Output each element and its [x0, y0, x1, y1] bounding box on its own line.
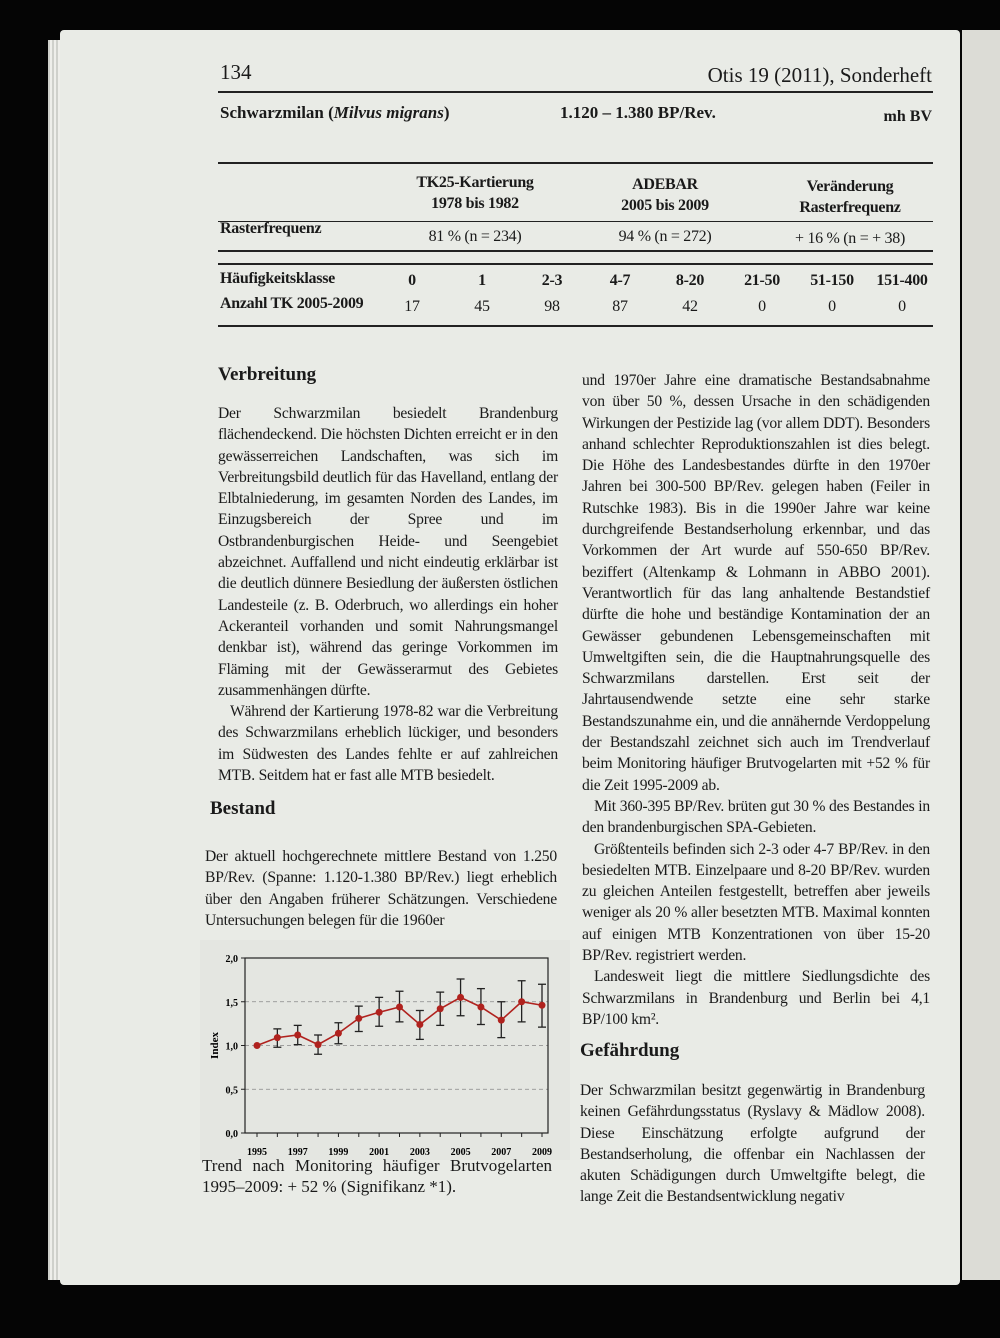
class-count: 0 [898, 298, 906, 315]
class-header: 51-150 [810, 272, 854, 289]
left-column-text-2: Der aktuell hochgerechnete mittlere Bestand von 1.250 BP/Rev. (Spanne: 1.120-1.380 BP/Rev.) liegt erheblich über den Angaben früherer Schätzungen. Verschiedene Untersuchungen belegen für die 1960er [205, 848, 557, 929]
class-count: 42 [682, 298, 698, 315]
x-tick-label: 2009 [532, 1147, 552, 1158]
heading-gefaehrdung: Gefährdung [580, 1040, 680, 1061]
status-code: mh BV [883, 108, 932, 125]
cell-adebar: 94 % (n = 272) [618, 228, 712, 245]
data-point [518, 998, 525, 1005]
species-title: Schwarzmilan (Milvus migrans) [220, 103, 450, 122]
data-point [477, 1004, 484, 1011]
trend-chart [200, 940, 570, 1160]
class-count: 98 [544, 298, 560, 315]
y-tick-label: 2,0 [225, 954, 238, 965]
y-tick-label: 1,0 [225, 1041, 238, 1053]
y-tick-label: 1,5 [225, 997, 238, 1009]
table-header-adebar: ADEBAR 2005 bis 2009 [621, 176, 709, 214]
class-count: 17 [404, 298, 420, 315]
data-point [457, 994, 464, 1001]
cell-tk25: 81 % (n = 234) [428, 228, 522, 245]
y-tick-label: 0,0 [225, 1129, 238, 1140]
class-header: 4-7 [609, 272, 631, 289]
chart-caption: Trend nach Monitoring häufiger Brutvogelarten 1995–2009: + 52 % (Signifikanz *1). [202, 1156, 552, 1196]
journal-title: Otis 19 (2011), Sonderheft [707, 63, 932, 87]
right-column-text: und 1970er Jahre eine dramatische Bestandsabnahme von über 50 %, dessen Ursache in den schädigenden Wirkungen der Pestizide lag (vor allem DDT). Besonders anhand schlechter Reproduktionszahlen ist dies belegt. Die Höhe des Landesbestandes dürfte in den 1970er Jahren bei 300-500 BP/Rev. gelegen haben (Feiler in Rutschke 1983). Bis in die 1990er Jahre war keine durchgreifende Bestandserholung erkennbar, und das Vorkommen der Art wurde auf 550-650 BP/Rev. beziffert (Altenkamp & Lohmann in ABBO 2001). Verantwortlich für das lang anhaltende Bestandstief dürfte die hohe und beständige Kontamination der an Gewässer gebundenen Lebensgemeinschaften mit Umweltgiften sein, die die Hauptnahrungsquelle des Schwarzmilans darstellen. Erst seit der Jahrtausendwende setzte eine sehr starke Bestandszunahme ein, und die annähernde Verdoppelung der Bestandszahl zeichnet sich auch im Trendverlauf beim Monitoring häufiger Brutvogelarten mit +52 % für die Zeit 1995-2009 ab. Mit 360-395 BP/Rev. brüten gut 30 % des Bestandes in den brandenburgischen SPA-Gebieten. Größtenteils befinden sich 2-3 oder 4-7 BP/Rev. in den besiedelten MTB. Einzelpaare und 8-20 BP/Rev. wurden zu gleichen Anteilen festgestellt, betreffen aber jeweils weniger als 20 % aller besetzten MTB. Maximal konnten auf einigen MTB Konzentrationen von über 15-20 BP/Rev. registriert werden. Landesweit liegt die mittlere Siedlungsdichte des Schwarzmilans in Brandenburg und Berlin bei 4,1 BP/100 km². [582, 372, 930, 1028]
x-tick-label: 2001 [369, 1147, 390, 1158]
data-point [437, 1005, 444, 1012]
data-point [254, 1042, 261, 1049]
class-header: 2-3 [541, 272, 563, 289]
class-header: 0 [408, 272, 416, 289]
class-count: 87 [612, 298, 628, 315]
table-header-change: Veränderung Rasterfrequenz [799, 178, 901, 216]
table-header-tk25: TK25-Kartierung 1978 bis 1982 [416, 174, 534, 212]
data-point [539, 1002, 546, 1009]
facing-page [962, 30, 1000, 1280]
class-header: 1 [478, 272, 486, 289]
data-point [335, 1030, 342, 1037]
right-column-text-2: Der Schwarzmilan besitzt gegenwärtig in Brandenburg keinen Gefährdungsstatus (Ryslavy & Mädlow 2008). Diese Einschätzung erfolgte aufgrund der Bestandserholung, die offenbar ein Nachlassen der akuten Schädigungen durch Umweltgifte belegt, die lange Zeit die Bestandsentwicklung negativ [580, 1082, 925, 1206]
data-point [416, 1021, 423, 1028]
data-point [376, 1009, 383, 1016]
x-tick-label: 1999 [328, 1147, 349, 1158]
page-number: 134 [220, 60, 252, 84]
row-label-class: Häufigkeitsklasse [220, 270, 335, 287]
class-header: 21-50 [744, 272, 780, 289]
x-tick-label: 2007 [491, 1147, 512, 1158]
data-point [498, 1017, 505, 1024]
data-point [315, 1041, 322, 1048]
class-count: 45 [474, 298, 490, 315]
class-count: 0 [828, 298, 836, 315]
data-point [274, 1034, 281, 1041]
heading-verbreitung: Verbreitung [218, 364, 317, 385]
x-tick-label: 2003 [409, 1147, 430, 1158]
chart-background [200, 940, 570, 1160]
y-axis-label: Index [209, 1032, 221, 1059]
row-label-rasterfrequenz: Rasterfrequenz [220, 220, 322, 237]
population-range: 1.120 – 1.380 BP/Rev. [560, 103, 716, 122]
class-header: 8-20 [675, 272, 705, 289]
data-point [294, 1032, 301, 1039]
row-label-count: Anzahl TK 2005-2009 [220, 295, 364, 312]
y-tick-label: 0,5 [225, 1085, 238, 1097]
heading-bestand: Bestand [210, 798, 276, 819]
x-tick-label: 1995 [247, 1147, 267, 1158]
data-point [396, 1004, 403, 1011]
x-tick-label: 1997 [287, 1147, 308, 1158]
left-column-text-1: Der Schwarzmilan besiedelt Brandenburg flächendeckend. Die höchsten Dichten erreicht er in den gewässerreichen Landschaften, was sich im Verbreitungsbild deutlich für das Havelland, entlang der Elbtalniederung, im gesamten Norden des Landes, im Einzugsbereich der Spree und im Ostbrandenburgischen Heide- und Seengebiet abzeichnet. Auffallend und nicht eindeutig erklärbar ist die deutlich dünnere Besiedlung der äußersten östlichen Landesteile (z. B. Oderbruch, wo allerdings ein hoher Ackeranteil vorhanden und somit Nahrungsmangel denkbar ist), während das geringe Vorkommen im Fläming mit der Gewässerarmut des Gebietes zusammenhängen dürfte. Während der Kartierung 1978-82 war die Verbreitung des Schwarzmilans erheblich lückiger, und besonders im Südwesten des Landes fehlte er auf zahlreichen MTB. Seitdem hat er fast alle MTB besiedelt. [218, 405, 558, 785]
data-point [355, 1015, 362, 1022]
class-header: 151-400 [876, 272, 928, 289]
x-tick-label: 2005 [450, 1147, 471, 1158]
cell-change: + 16 % (n = + 38) [795, 230, 905, 247]
class-count: 0 [758, 298, 766, 315]
